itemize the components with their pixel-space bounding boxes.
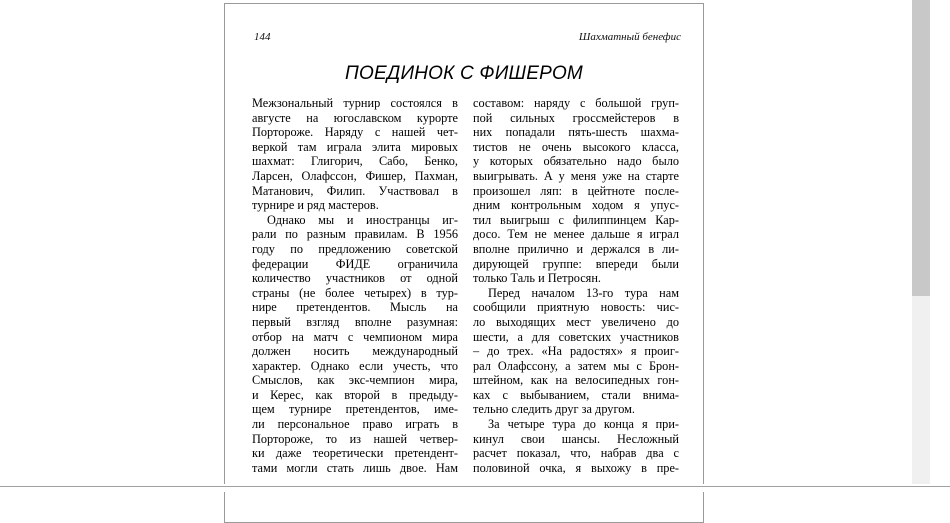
text-line: Ларсен, Олафссон, Фишер, Пахман, bbox=[252, 168, 458, 183]
text-line: Смыслов, как экс-чемпион мира, bbox=[252, 373, 458, 388]
text-line: тил выигрыш с филиппинцем Кар- bbox=[473, 212, 679, 227]
text-line: – до трех. «На радостях» я проиг- bbox=[473, 344, 679, 359]
text-column-right bbox=[473, 96, 679, 475]
text-line: тистов не очень высокого класса, bbox=[473, 139, 679, 154]
text-line: ло выходящих мест увеличено до bbox=[473, 314, 679, 329]
text-line: и Керес, как второй в предыду- bbox=[252, 387, 458, 402]
text-line: страны (не более четырех) в тур- bbox=[252, 285, 458, 300]
text-line: должен носить международный bbox=[252, 344, 458, 359]
text-line: тельно следить друг за другом. bbox=[473, 402, 635, 417]
text-line: сообщили приятную новость: чис- bbox=[473, 300, 679, 315]
document-page bbox=[224, 3, 704, 523]
text-line: шести, а для советских участников bbox=[473, 329, 679, 344]
text-line: количество участников от одной bbox=[252, 271, 458, 286]
book-title: Шахматный бенефис bbox=[578, 31, 681, 43]
text-line: дирующей группе: впереди были bbox=[473, 256, 679, 271]
text-line: только Таль и Петросян. bbox=[473, 271, 601, 286]
text-line: Однако мы и иностранцы иг- bbox=[267, 212, 458, 227]
text-line: федерации ФИДЕ ограничила bbox=[252, 256, 458, 271]
text-line: кинул свои шансы. Несложный bbox=[473, 431, 679, 446]
text-line: ли персональное право играть в bbox=[252, 417, 458, 432]
text-line: выигрывать. А у меня уже на старте bbox=[473, 168, 679, 183]
text-line: Межзональный турнир состоялся в bbox=[252, 96, 458, 110]
text-line: За четыре тура до конца я при- bbox=[488, 417, 679, 432]
text-line: рали по разным правилам. В 1956 bbox=[252, 227, 458, 242]
text-line: тами могли стать лишь двое. Нам bbox=[252, 460, 458, 475]
text-line: нире претендентов. Мысль на bbox=[252, 300, 458, 315]
text-line: году по предложению советской bbox=[252, 241, 458, 256]
text-line: рал Олафссону, а затем мы с Брон- bbox=[473, 358, 679, 373]
text-column-left bbox=[252, 96, 458, 475]
text-line: Портороже. Наряду с нашей чет- bbox=[252, 125, 458, 140]
text-line: первый взгляд вполне разумная: bbox=[252, 314, 458, 329]
text-line: характер. Однако если учесть, что bbox=[252, 358, 458, 373]
text-line: Матанович, Филип. Участвовал в bbox=[252, 183, 458, 198]
text-line: половиной очка, я выхожу в пре- bbox=[473, 460, 679, 475]
text-line: ках с выбыванием, стали внима- bbox=[473, 387, 679, 402]
text-line: у которых обязательно надо было bbox=[473, 154, 679, 169]
bottom-divider bbox=[0, 486, 950, 487]
running-header bbox=[254, 31, 681, 45]
text-line: ки даже теоретически претендент- bbox=[252, 446, 458, 461]
text-line: вполне прилично и держался в ли- bbox=[473, 241, 679, 256]
text-line: них попадали пять-шесть шахма- bbox=[473, 125, 679, 140]
text-line: щем турнире претендентов, име- bbox=[252, 402, 458, 417]
text-line: произошел ляп: в цейтноте после- bbox=[473, 183, 679, 198]
text-line: составом: наряду с большой груп- bbox=[473, 96, 679, 110]
text-line: расчет показал, что, набрав два с bbox=[473, 446, 679, 461]
text-line: шахмат: Глигорич, Сабо, Бенко, bbox=[252, 154, 458, 169]
text-line: досо. Тем не менее дальше я играл bbox=[473, 227, 679, 242]
vertical-scrollbar-thumb[interactable] bbox=[912, 0, 930, 296]
text-line: дним контрольным ходом я упус- bbox=[473, 198, 679, 213]
text-line: отбор на матч с чемпионом мира bbox=[252, 329, 458, 344]
page-number: 144 bbox=[254, 31, 271, 43]
text-line: августе на югославском курорте bbox=[252, 110, 458, 125]
text-line: турнире и ряд мастеров. bbox=[252, 198, 379, 213]
text-line: Перед началом 13-го тура нам bbox=[488, 285, 679, 300]
text-line: веркой там играла элита мировых bbox=[252, 139, 458, 154]
text-line: Портороже, то из нашей четвер- bbox=[252, 431, 458, 446]
text-line: пой сильных гроссмейстеров в bbox=[473, 110, 679, 125]
text-line: штейном, как на велосипедных гон- bbox=[473, 373, 679, 388]
chapter-title: ПОЕДИНОК С ФИШЕРОМ bbox=[345, 63, 583, 84]
